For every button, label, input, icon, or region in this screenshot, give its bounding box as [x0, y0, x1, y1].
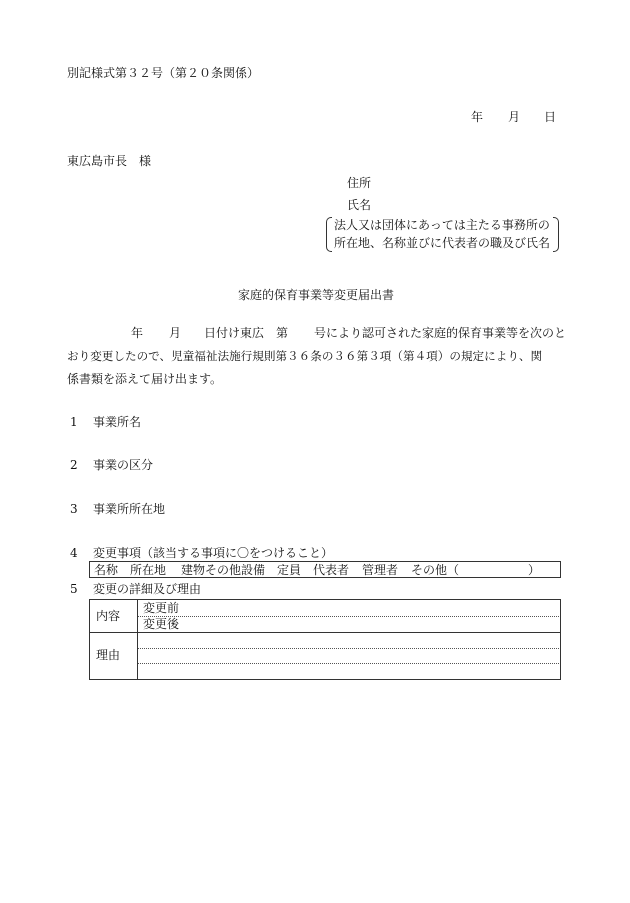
corp-note-line2: 所在地、名称並びに代表者の職及び氏名	[334, 236, 551, 250]
corp-note-line1: 法人又は団体にあっては主たる事務所の	[334, 218, 550, 232]
item-4-label: 変更事項（該当する事項に〇をつけること）	[93, 546, 334, 560]
form-number: 別記様式第３２号（第２０条関係）	[67, 66, 260, 80]
item-1-label: 事業所名	[93, 415, 142, 429]
option-capacity: 定員	[277, 563, 302, 577]
body-line1-rest: 号により認可された家庭的保育事業等を次のと	[314, 326, 567, 340]
reason-label: 理由	[96, 648, 121, 662]
item-2-label: 事業の区分	[93, 458, 154, 472]
content-label: 内容	[96, 609, 121, 623]
body-month: 月	[169, 326, 182, 340]
body-line3: 係書類を添えて届け出ます。	[67, 372, 223, 386]
option-other: その他（	[411, 563, 460, 577]
item-2-number: 2	[70, 458, 78, 472]
body-year: 年	[131, 326, 144, 340]
body-dai: 第	[276, 326, 289, 340]
option-representative: 代表者	[313, 563, 350, 577]
date-year-label: 年	[471, 110, 484, 124]
option-building: 建物その他設備	[181, 563, 266, 577]
item-3-label: 事業所所在地	[93, 502, 166, 516]
reason-line-1	[138, 648, 559, 649]
name-label: 氏名	[347, 198, 372, 212]
option-other-close: ）	[528, 563, 541, 577]
option-name: 名称	[94, 563, 119, 577]
left-brace	[326, 217, 332, 252]
date-month-label: 月	[508, 110, 521, 124]
right-brace	[553, 217, 559, 252]
before-after-separator	[138, 616, 559, 617]
before-label: 変更前	[143, 601, 180, 615]
item-4-number: 4	[70, 546, 78, 560]
section-divider	[89, 632, 560, 633]
item-1-number: 1	[70, 415, 78, 429]
addressee: 東広島市長 様	[67, 154, 152, 168]
reason-line-2	[138, 663, 559, 664]
item-3-number: 3	[70, 502, 78, 516]
item-5-number: 5	[70, 582, 78, 596]
body-date-ref: 日付け東広	[204, 326, 265, 340]
option-location: 所在地	[130, 563, 167, 577]
option-manager: 管理者	[362, 563, 399, 577]
label-column-divider	[137, 599, 138, 679]
document-title: 家庭的保育事業等変更届出書	[238, 288, 395, 302]
after-label: 変更後	[143, 617, 180, 631]
item-5-label: 変更の詳細及び理由	[93, 582, 202, 596]
date-day-label: 日	[544, 110, 557, 124]
address-label: 住所	[347, 176, 372, 190]
body-line2: おり変更したので、児童福祉法施行規則第３６条の３６第３項（第４項）の規定により、関	[67, 349, 543, 363]
